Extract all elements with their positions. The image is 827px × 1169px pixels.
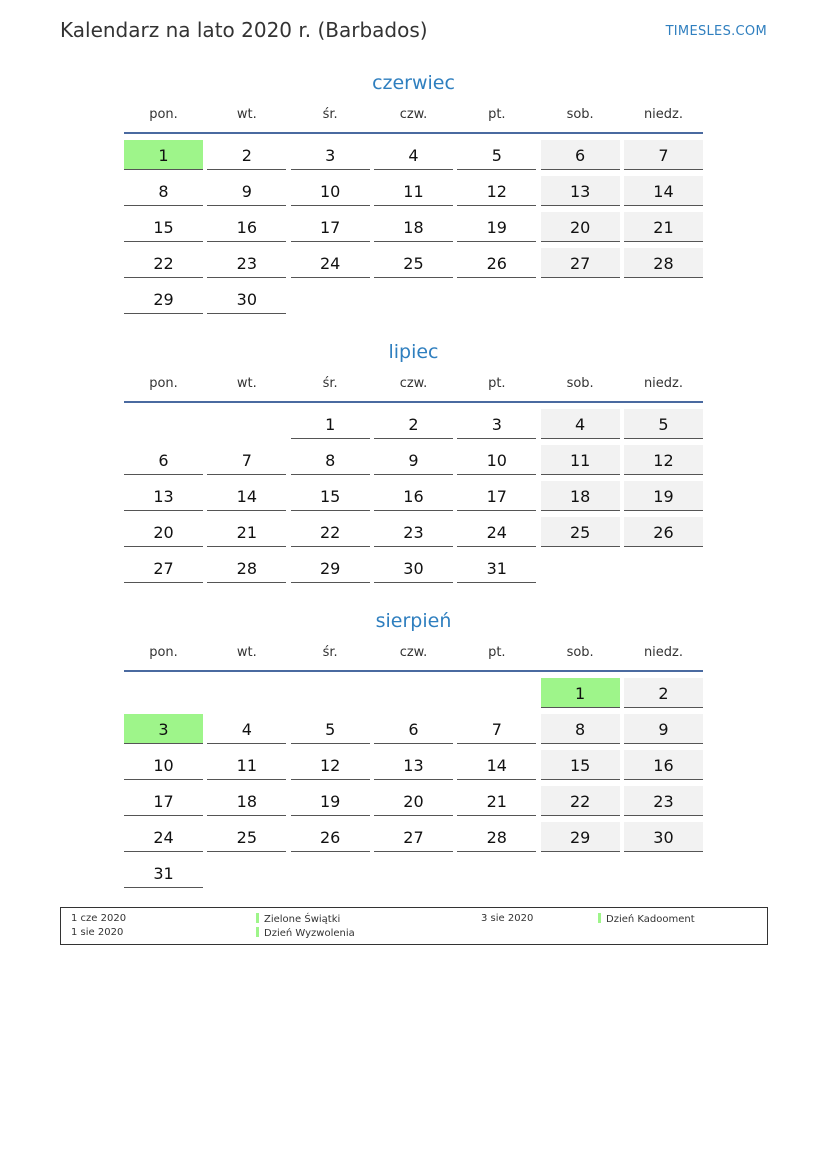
- day-cell[interactable]: 11: [207, 750, 286, 780]
- weekday-label: śr.: [322, 107, 338, 122]
- month-title: czerwiec: [372, 72, 455, 94]
- days-grid: [124, 140, 703, 314]
- day-cell[interactable]: 28: [624, 248, 703, 278]
- day-cell[interactable]: 17: [291, 212, 370, 242]
- legend-holiday: [598, 913, 695, 925]
- day-cell[interactable]: 15: [291, 481, 370, 511]
- holiday-day-cell[interactable]: 1: [541, 678, 620, 708]
- day-cell[interactable]: 15: [124, 212, 203, 242]
- page-title: Kalendarz na lato 2020 r. (Barbados): [60, 18, 428, 42]
- day-cell[interactable]: 20: [541, 212, 620, 242]
- weekday-label: wt.: [236, 376, 257, 391]
- day-cell[interactable]: 18: [207, 786, 286, 816]
- day-cell[interactable]: 24: [124, 822, 203, 852]
- weekday-label: czw.: [399, 376, 428, 391]
- day-cell[interactable]: 5: [457, 140, 536, 170]
- day-cell[interactable]: 14: [624, 176, 703, 206]
- day-cell[interactable]: 31: [124, 858, 203, 888]
- weekday-label: pon.: [149, 107, 178, 122]
- empty-cell: [207, 409, 286, 439]
- empty-cell: [207, 678, 286, 708]
- day-cell[interactable]: 12: [457, 176, 536, 206]
- day-cell[interactable]: 27: [541, 248, 620, 278]
- legend-holiday-name: Zielone Świątki: [264, 914, 341, 925]
- weekday-label: niedz.: [643, 645, 683, 660]
- day-cell[interactable]: 19: [457, 212, 536, 242]
- day-cell[interactable]: 13: [124, 481, 203, 511]
- day-cell[interactable]: 17: [457, 481, 536, 511]
- day-cell[interactable]: 7: [457, 714, 536, 744]
- day-cell[interactable]: 22: [291, 517, 370, 547]
- day-cell[interactable]: 3: [457, 409, 536, 439]
- day-cell[interactable]: 31: [457, 553, 536, 583]
- day-cell[interactable]: 16: [374, 481, 453, 511]
- day-cell[interactable]: 3: [291, 140, 370, 170]
- day-cell[interactable]: 23: [207, 248, 286, 278]
- holiday-day-cell[interactable]: 1: [124, 140, 203, 170]
- holiday-marker: [256, 927, 259, 937]
- day-cell[interactable]: 1: [291, 409, 370, 439]
- day-cell[interactable]: 13: [541, 176, 620, 206]
- empty-cell: [124, 409, 203, 439]
- day-cell[interactable]: 25: [541, 517, 620, 547]
- day-cell[interactable]: 4: [207, 714, 286, 744]
- holiday-marker: [598, 913, 601, 923]
- day-cell[interactable]: 29: [541, 822, 620, 852]
- day-cell[interactable]: 13: [374, 750, 453, 780]
- day-cell[interactable]: 12: [291, 750, 370, 780]
- month-title: sierpień: [375, 610, 452, 632]
- day-cell[interactable]: 11: [541, 445, 620, 475]
- day-cell[interactable]: 9: [207, 176, 286, 206]
- day-cell[interactable]: 20: [374, 786, 453, 816]
- weekday-label: wt.: [236, 645, 257, 660]
- holiday-day-cell[interactable]: 3: [124, 714, 203, 744]
- empty-cell: [374, 678, 453, 708]
- legend-date: 1 sie 2020: [71, 927, 124, 938]
- day-cell[interactable]: 9: [624, 714, 703, 744]
- holiday-marker: [256, 913, 259, 923]
- weekday-label: wt.: [236, 107, 257, 122]
- day-cell[interactable]: 27: [374, 822, 453, 852]
- day-cell[interactable]: 19: [291, 786, 370, 816]
- day-cell[interactable]: 18: [374, 212, 453, 242]
- empty-cell: [124, 678, 203, 708]
- day-cell[interactable]: 30: [207, 284, 286, 314]
- weekday-label: czw.: [399, 645, 428, 660]
- day-cell[interactable]: 28: [457, 822, 536, 852]
- days-grid: [124, 409, 703, 583]
- legend-date: 1 cze 2020: [71, 913, 127, 924]
- day-cell[interactable]: 14: [457, 750, 536, 780]
- day-cell[interactable]: 6: [541, 140, 620, 170]
- day-cell[interactable]: 8: [291, 445, 370, 475]
- day-cell[interactable]: 17: [124, 786, 203, 816]
- day-cell[interactable]: 22: [541, 786, 620, 816]
- weekday-label: niedz.: [643, 376, 683, 391]
- weekday-header: [124, 104, 703, 134]
- day-cell[interactable]: 21: [624, 212, 703, 242]
- day-cell[interactable]: 15: [541, 750, 620, 780]
- day-cell[interactable]: 18: [541, 481, 620, 511]
- day-cell[interactable]: 23: [374, 517, 453, 547]
- weekday-label: pon.: [149, 645, 178, 660]
- weekday-label: śr.: [322, 645, 338, 660]
- day-cell[interactable]: 7: [624, 140, 703, 170]
- day-cell[interactable]: 12: [624, 445, 703, 475]
- day-cell[interactable]: 10: [291, 176, 370, 206]
- day-cell[interactable]: 27: [124, 553, 203, 583]
- day-cell[interactable]: 2: [207, 140, 286, 170]
- day-cell[interactable]: 14: [207, 481, 286, 511]
- day-cell[interactable]: 2: [374, 409, 453, 439]
- month-june: [124, 68, 703, 314]
- day-cell[interactable]: 28: [207, 553, 286, 583]
- days-grid: [124, 678, 703, 888]
- legend-holiday-name: Dzień Wyzwolenia: [264, 928, 355, 939]
- day-cell[interactable]: 25: [374, 248, 453, 278]
- day-cell[interactable]: 26: [624, 517, 703, 547]
- legend-holiday: [256, 927, 355, 939]
- day-cell[interactable]: 21: [207, 517, 286, 547]
- weekday-label: sob.: [566, 645, 594, 660]
- empty-cell: [457, 678, 536, 708]
- day-cell[interactable]: 10: [457, 445, 536, 475]
- day-cell[interactable]: 7: [207, 445, 286, 475]
- holiday-legend: [60, 907, 768, 945]
- day-cell[interactable]: 16: [207, 212, 286, 242]
- weekday-label: pt.: [488, 376, 506, 391]
- brand-link[interactable]: TIMESLES.COM: [665, 24, 767, 39]
- day-cell[interactable]: 24: [291, 248, 370, 278]
- day-cell[interactable]: 11: [374, 176, 453, 206]
- day-cell[interactable]: 5: [624, 409, 703, 439]
- weekday-label: sob.: [566, 107, 594, 122]
- day-cell[interactable]: 4: [541, 409, 620, 439]
- day-cell[interactable]: 10: [124, 750, 203, 780]
- weekday-label: czw.: [399, 107, 428, 122]
- day-cell[interactable]: 6: [374, 714, 453, 744]
- day-cell[interactable]: 29: [291, 553, 370, 583]
- day-cell[interactable]: 8: [124, 176, 203, 206]
- weekday-header: [124, 373, 703, 403]
- day-cell[interactable]: 29: [124, 284, 203, 314]
- weekday-header: [124, 642, 703, 672]
- day-cell[interactable]: 6: [124, 445, 203, 475]
- weekday-label: pt.: [488, 645, 506, 660]
- month-title: lipiec: [388, 341, 439, 363]
- day-cell[interactable]: 2: [624, 678, 703, 708]
- day-cell[interactable]: 24: [457, 517, 536, 547]
- weekday-label: sob.: [566, 376, 594, 391]
- month-july: [124, 337, 703, 583]
- weekday-label: niedz.: [643, 107, 683, 122]
- day-cell[interactable]: 23: [624, 786, 703, 816]
- month-august: [124, 606, 703, 888]
- day-cell[interactable]: 4: [374, 140, 453, 170]
- legend-date: 3 sie 2020: [481, 913, 534, 924]
- day-cell[interactable]: 30: [624, 822, 703, 852]
- day-cell[interactable]: 16: [624, 750, 703, 780]
- day-cell[interactable]: 30: [374, 553, 453, 583]
- weekday-label: pt.: [488, 107, 506, 122]
- day-cell[interactable]: 25: [207, 822, 286, 852]
- legend-holiday-name: Dzień Kadooment: [606, 914, 695, 925]
- day-cell[interactable]: 9: [374, 445, 453, 475]
- day-cell[interactable]: 19: [624, 481, 703, 511]
- day-cell[interactable]: 21: [457, 786, 536, 816]
- day-cell[interactable]: 26: [457, 248, 536, 278]
- day-cell[interactable]: 8: [541, 714, 620, 744]
- day-cell[interactable]: 20: [124, 517, 203, 547]
- day-cell[interactable]: 5: [291, 714, 370, 744]
- day-cell[interactable]: 22: [124, 248, 203, 278]
- legend-holiday: [256, 913, 340, 925]
- weekday-label: pon.: [149, 376, 178, 391]
- weekday-label: śr.: [322, 376, 338, 391]
- day-cell[interactable]: 26: [291, 822, 370, 852]
- empty-cell: [291, 678, 370, 708]
